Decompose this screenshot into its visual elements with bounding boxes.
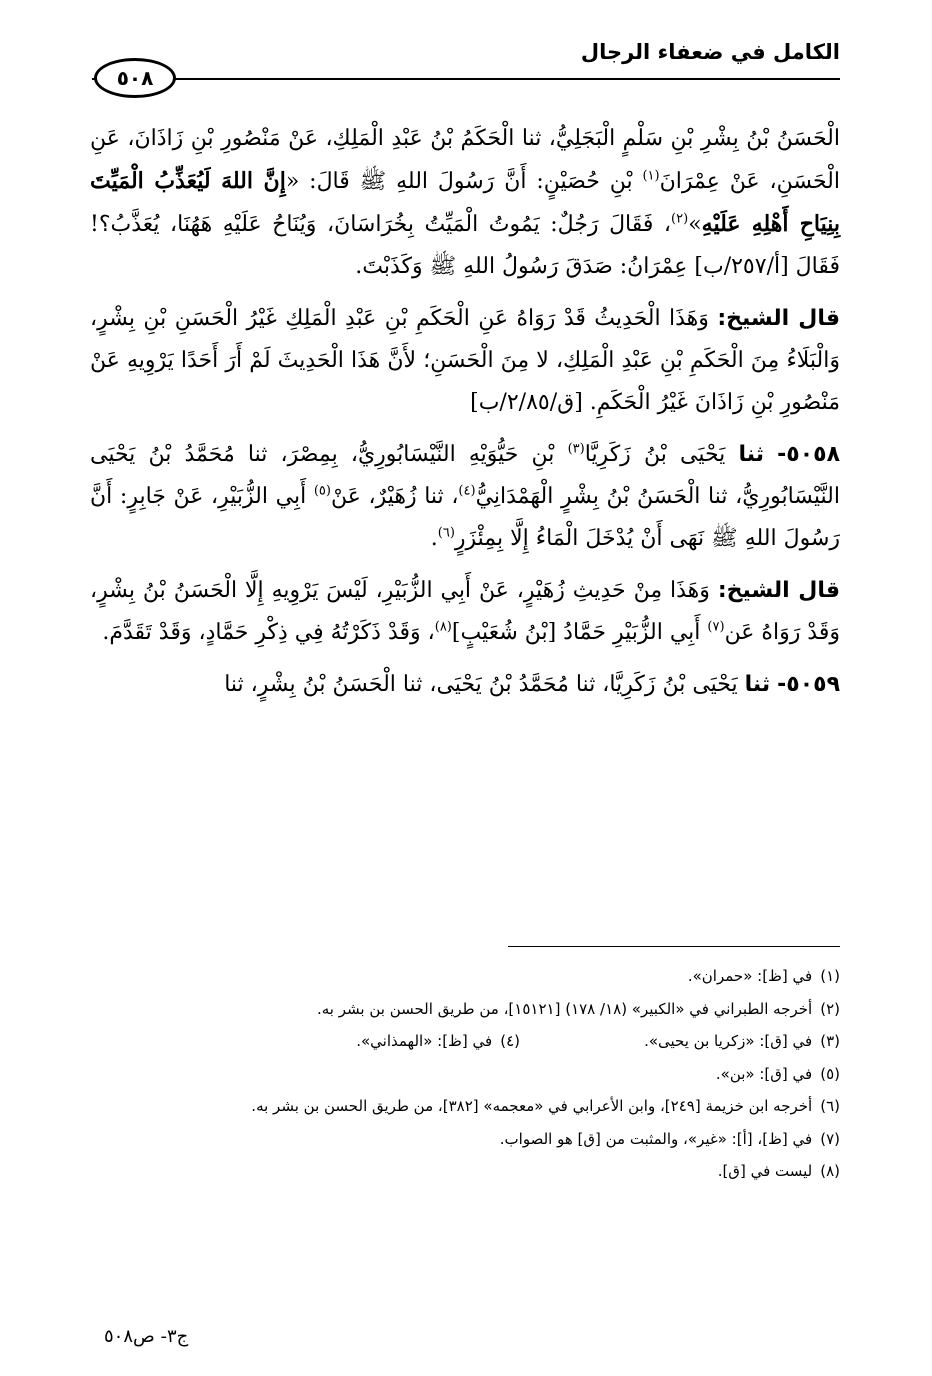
footnote-text: في [ظ]: «الهمذاني». — [356, 1032, 493, 1050]
text-segment: » — [688, 212, 702, 237]
footnote-number: (١) — [820, 967, 840, 985]
footnote-marker-8: (٨) — [434, 619, 452, 635]
footnote-text: أخرجه الطبراني في «الكبير» (١٨/ ١٧٨) [١٥١٢١]، من طريق الحسن بن بشر به. — [316, 999, 813, 1018]
narration-label: ثنا — [744, 672, 771, 697]
footnote-number: (٢) — [820, 999, 840, 1018]
footnote-number: (٣) — [820, 1032, 840, 1050]
text-segment: بْنِ حُصَيْنٍ: أَنَّ رَسُولَ اللهِ ﷺ قَالَ: « — [285, 169, 643, 194]
footnote-number: (٦) — [820, 1097, 840, 1115]
footnote-text: في [ظ]: «حمران». — [687, 967, 813, 985]
footnote-marker-7: (٧) — [707, 619, 725, 635]
header-rule — [92, 78, 840, 80]
footnote-2 — [92, 993, 840, 1026]
footnote-7 — [92, 1123, 840, 1156]
footnote-marker-5: (٥) — [313, 483, 331, 499]
text-segment: يَحْيَى بْنُ زَكَرِيَّا — [584, 442, 739, 467]
page-number-badge — [94, 58, 176, 98]
footnote-marker-3: (٣) — [567, 441, 585, 457]
text-segment: وَهَذَا الْحَدِيثُ قَدْ رَوَاهُ عَنِ الْحَكَمِ بْنِ عَبْدِ الْمَلِكِ غَيْرُ الْحَسَنِ بْنِ بِشْرٍ، وَالْبَلَاءُ مِنَ الْحَكَمِ بْنِ عَبْدِ الْمَلِكِ، لا مِنَ الْحَسَنِ؛ لأَنَّ هَذَا الْحَدِيثَ لَمْ أَرَ أَحَدًا يَرْوِيهِ عَنْ مَنْصُورِ بْنِ زَاذَانَ غَيْرُ الْحَكَمِ. [ق/٢/٨٥/ب] — [90, 306, 840, 415]
volume-page-reference: ج٣- ص٥٠٨ — [104, 1326, 189, 1347]
narration-label: ثنا — [738, 442, 764, 467]
text-segment: أَبِي الزُّبَيْرِ، عَنْ جَابِرٍ: أَنَّ رَسُولَ اللهِ ﷺ نَهَى أَنْ يُدْخَلَ الْمَاءُ إِلَّا بِمِئْزَرٍ — [90, 484, 840, 551]
main-text — [90, 118, 840, 706]
text-segment: الْحَسَنُ بْنُ بِشْرِ بْنِ سَلْمٍ الْبَجَلِيُّ، ثنا الْحَكَمُ بْنُ عَبْدِ الْمَلِكِ، عَنْ مَنْصُورِ بْنِ زَاذَانَ، عَنِ الْحَسَنِ، عَنْ عِمْرَانَ — [90, 126, 840, 194]
footnote-number: (٤) — [500, 1032, 520, 1050]
footnote-marker-2: (٢) — [671, 211, 689, 227]
paragraph-4 — [90, 570, 840, 654]
footnote-number: (٧) — [820, 1129, 840, 1148]
footnote-4 — [200, 1025, 520, 1058]
paragraph-5 — [90, 664, 840, 706]
footnote-6 — [92, 1090, 840, 1123]
footnotes — [92, 960, 840, 1188]
footnote-text: ليست في [ق]. — [717, 1162, 813, 1180]
footnote-text: أخرجه ابن خزيمة [٢٤٩]، وابن الأعرابي في «معجمه» [٣٨٢]، من طريق الحسن بن بشر به. — [251, 1097, 813, 1115]
footnote-text: في [ق]: «زكريا بن يحيى». — [644, 1032, 813, 1050]
footnote-5 — [92, 1058, 840, 1091]
text-segment: أَبِي الزُّبَيْرِ حَمَّادُ [بْنُ شُعَيْبٍ] — [451, 620, 708, 645]
paragraph-3 — [90, 434, 840, 560]
text-segment: يَحْيَى بْنُ زَكَرِيَّا، ثنا مُحَمَّدُ بْنُ يَحْيَى، ثنا الْحَسَنُ بْنُ بِشْرٍ، ثنا — [224, 672, 745, 697]
footnote-text: في [ق]: «بن». — [715, 1064, 813, 1083]
footnote-number: (٨) — [820, 1162, 840, 1180]
footnote-number: (٥) — [820, 1064, 840, 1083]
paragraph-2 — [90, 298, 840, 424]
page-number: ٥٠٨ — [116, 66, 154, 90]
speaker-label: قال الشيخ: — [717, 578, 840, 603]
footnote-3 — [520, 1025, 840, 1058]
text-segment: ، ثنا زُهَيْرٌ، عَنْ — [330, 484, 459, 509]
footnote-1 — [92, 960, 840, 993]
footnote-rule — [508, 946, 840, 947]
text-segment: ، فَقَالَ رَجُلٌ: يَمُوتُ الْمَيِّتُ بِخُرَاسَانَ، وَيُنَاحُ عَلَيْهِ هَهُنَا، يُعَذَّبُ؟! فَقَالَ [أ/٢٥٧/ب] عِمْرَانُ: صَدَقَ رَسُولُ اللهِ ﷺ وَكَذَبْتَ. — [90, 212, 840, 279]
text-segment: وَهَذَا مِنْ حَدِيثِ زُهَيْرٍ، عَنْ أَبِي الزُّبَيْرِ، لَيْسَ يَرْوِيهِ إِلَّا الْحَسَنُ بْنُ بِشْرٍ، وَقَدْ رَوَاهُ عَن — [90, 578, 840, 645]
text-segment: . — [430, 526, 438, 551]
text-segment: ، وَقَدْ ذَكَرْتُهُ فِي ذِكْرِ حَمَّادٍ، وَقَدْ تَقَدَّمَ. — [102, 620, 435, 645]
footnote-marker-6: (٦) — [437, 525, 455, 541]
footnote-marker-1: (١) — [642, 168, 660, 184]
hadith-number: ٥٠٥٨- — [777, 442, 840, 467]
text-segment: بْنِ حَيُّوَيْهِ النَّيْسَابُورِيُّ، بِمِصْرَ، ثنا مُحَمَّدُ بْنُ يَحْيَى النَّيْسَابُورِيُّ، ثنا الْحَسَنُ بْنُ بِشْرٍ الْهَمْدَانِيُّ — [90, 442, 840, 509]
footnote-row-3-4 — [92, 1025, 840, 1058]
speaker-label: قال الشيخ: — [717, 306, 840, 331]
footnote-marker-4: (٤) — [458, 483, 476, 499]
running-title: الكامل في ضعفاء الرجال — [580, 40, 840, 64]
hadith-number: ٥٠٥٩- — [777, 672, 840, 697]
paragraph-1 — [90, 118, 840, 288]
hadith-text: إِنَّ اللهَ لَيُعَذِّبُ الْمَيِّتَ بِنِيَاحِ أَهْلِهِ عَلَيْهِ — [90, 168, 840, 237]
footnote-8 — [92, 1155, 840, 1188]
footnote-text: في [ظ]، [أ]: «غير»، والمثبت من [ق] هو الصواب. — [499, 1129, 813, 1148]
